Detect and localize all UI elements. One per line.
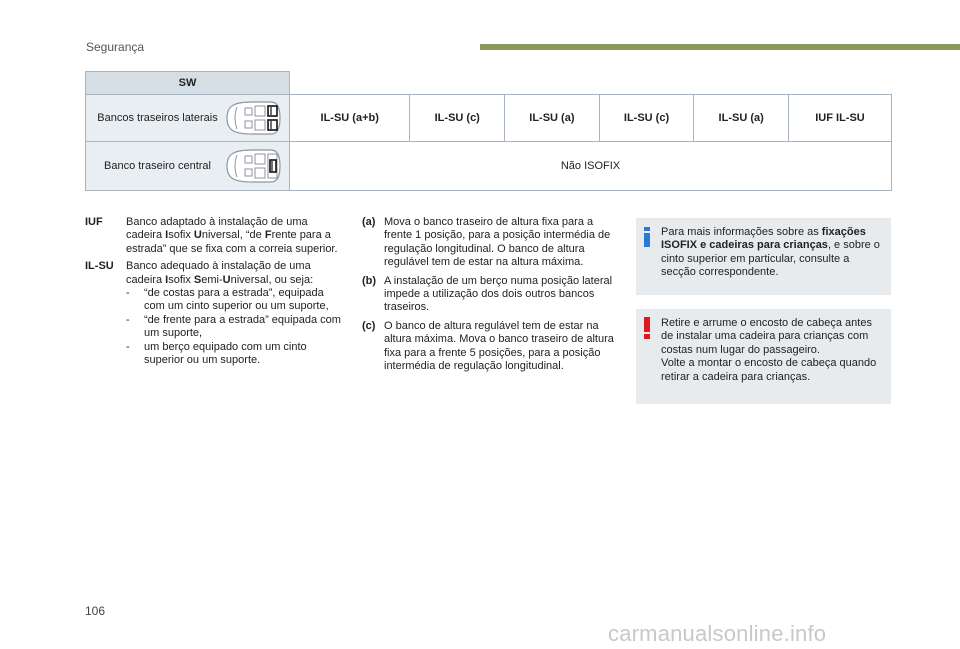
section-title: Segurança: [86, 40, 145, 54]
table-header-row: [86, 72, 892, 95]
note-key: (a): [362, 216, 376, 228]
car-rear-side-seats-icon: [223, 99, 283, 137]
isofix-table: [85, 71, 892, 191]
table-header-sw: SW: [86, 72, 290, 95]
note-a: [362, 216, 620, 270]
table-cell: IL-SU (a): [505, 95, 600, 142]
definition-term: IL-SU: [85, 260, 114, 273]
table-cell: IL-SU (c): [410, 95, 505, 142]
row-label: Banco traseiro central: [104, 159, 211, 172]
table-cell: IL-SU (a): [694, 95, 789, 142]
note-key: (c): [362, 319, 376, 332]
car-rear-center-seat-icon: [223, 147, 283, 185]
list-item: - um berço equipado com um cinto superior ou um suporte.: [126, 340, 307, 367]
list-item: - “de costas para a estrada”, equipada com um cinto superior ou um suporte,: [126, 287, 329, 313]
table-cell: IL-SU (a+b): [290, 95, 410, 142]
row-label: Bancos traseiros laterais: [97, 111, 218, 124]
definition-term: IUF: [85, 216, 103, 228]
table-cell-no-isofix: Não ISOFIX: [290, 142, 892, 191]
table-header-blank: [290, 72, 892, 95]
table-row: [86, 142, 892, 191]
table-row: [86, 95, 892, 142]
page-number: 106: [85, 604, 106, 618]
watermark: carmanualsonline.info: [608, 621, 827, 646]
row-label-cell: [86, 142, 290, 191]
note-b: [362, 275, 620, 315]
info-box: [636, 218, 891, 295]
definition-text: Banco adaptado à instalação de uma cadeira Isofix Universal, “de Frente para a estrada” que se fixa com a correia superior.: [126, 216, 338, 255]
notes-column: [362, 216, 620, 378]
table-cell: IL-SU (c): [599, 95, 694, 142]
warning-text: Retire e arrume o encosto de cabeça antes de instalar uma cadeira para crianças com costas num lugar do passageiro. Volte a montar o encosto de cabeça quando retirar a cadeira para crianças.: [661, 317, 877, 383]
warning-box: [636, 309, 891, 404]
note-c: [362, 320, 620, 374]
definitions-column: [85, 216, 345, 371]
note-text: O banco de altura regulável tem de estar na altura máxima. Mova o banco traseiro de altura fixa para a frente 5 posições, para a posição intermédia de regulação longitudinal.: [384, 319, 614, 373]
note-text: A instalação de um berço numa posição lateral impede a utilização dos dois outros bancos traseiros.: [384, 274, 613, 314]
definition-ilsu: [85, 260, 345, 367]
definition-iuf: [85, 216, 345, 256]
info-icon: [644, 227, 650, 247]
warning-icon: [644, 317, 650, 339]
list-item: - “de frente para a estrada” equipada com um suporte,: [126, 313, 341, 340]
note-text: Mova o banco traseiro de altura fixa para a frente 1 posição, para a posição intermédia de regulação longitudinal. O banco de altura regulável tem de estar na altura máxima.: [384, 216, 611, 269]
row-label-cell: [86, 95, 290, 142]
note-key: (b): [362, 274, 377, 287]
table-cell: IUF IL-SU: [788, 95, 891, 142]
definition-text: Banco adequado à instalação de uma cadeira Isofix Semi-Universal, ou seja: - “de costas para a estrada”, equipada com um cinto superior ou um suporte, - “de frente para a estrada” equipada com um suporte, - um berço equipado com um cinto superior ou um suporte.: [126, 260, 345, 367]
info-text: Para mais informações sobre as fixações ISOFIX e cadeiras para crianças, e sobre o cinto superior em particular, consulte a secção correspondente.: [661, 226, 880, 279]
section-accent-bar: [480, 44, 960, 50]
